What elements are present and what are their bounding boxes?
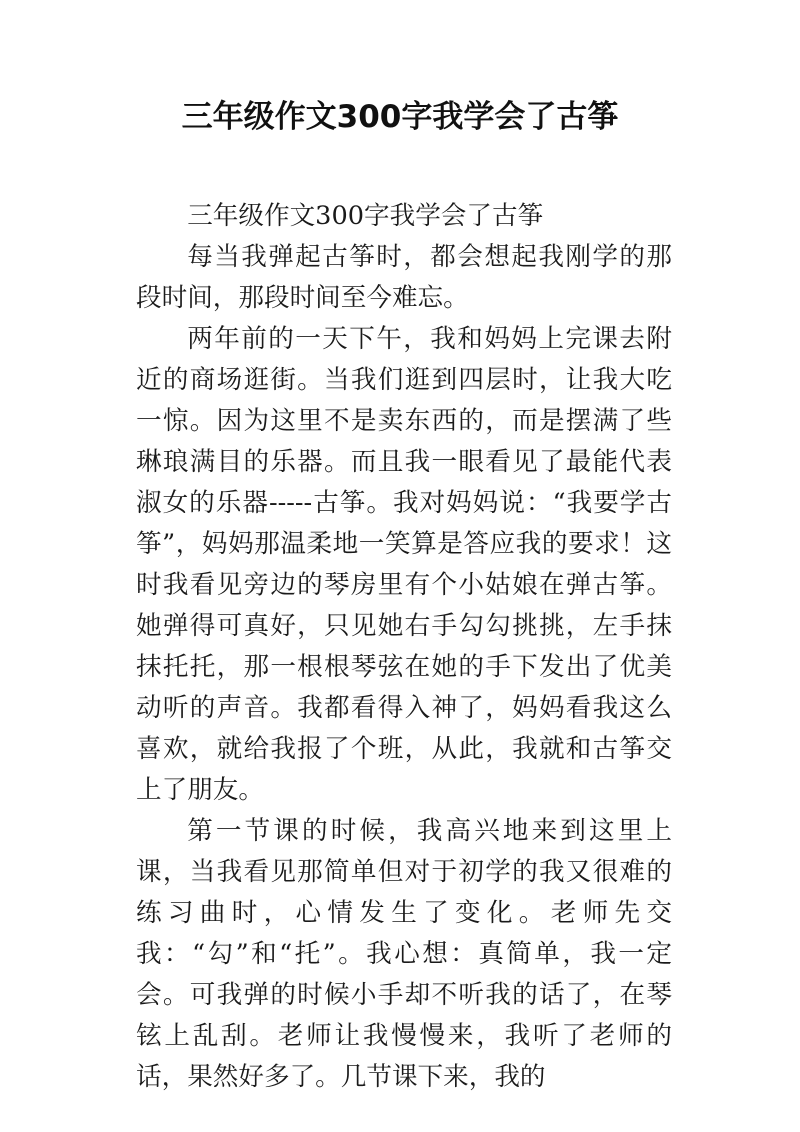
paragraph-subtitle: 三年级作文300字我学会了古筝 — [187, 201, 544, 231]
paragraph: 每当我弹起古筝时，都会想起我刚学的那段时间，那段时间至今难忘。 — [136, 242, 672, 313]
paragraph: 两年前的一天下午，我和妈妈上完课去附近的商场逛街。当我们逛到四层时，让我大吃一惊。因为这里不是卖东西的，而是摆满了些琳琅满目的乐器。而且我一眼看见了最能代表淑女的乐器-----古筝。我对妈妈说：“我要学古筝”，妈妈那温柔地一笑算是答应我的要求！这时我看见旁边的琴房里有个小姑娘在弹古筝。她弹得可真好，只见她右手勾勾挑挑，左手抹抹托托，那一根根琴弦在她的手下发出了优美动听的声音。我都看得入神了，妈妈看我这么喜欢，就给我报了个班，从此，我就和古筝交上了朋友。 — [136, 324, 672, 805]
article-body — [136, 196, 672, 1098]
paragraph: 第一节课的时候，我高兴地来到这里上课，当我看见那简单但对于初学的我又很难的练习曲时，心情发生了变化。老师先交我：“勾”和“托”。我心想：真简单，我一定会。可我弹的时候小手却不听我的话了，在琴铉上乱刮。老师让我慢慢来，我听了老师的话，果然好多了。几节课下来，我的 — [136, 816, 672, 1092]
page-title: 三年级作文300字我学会了古筝 — [181, 99, 619, 135]
